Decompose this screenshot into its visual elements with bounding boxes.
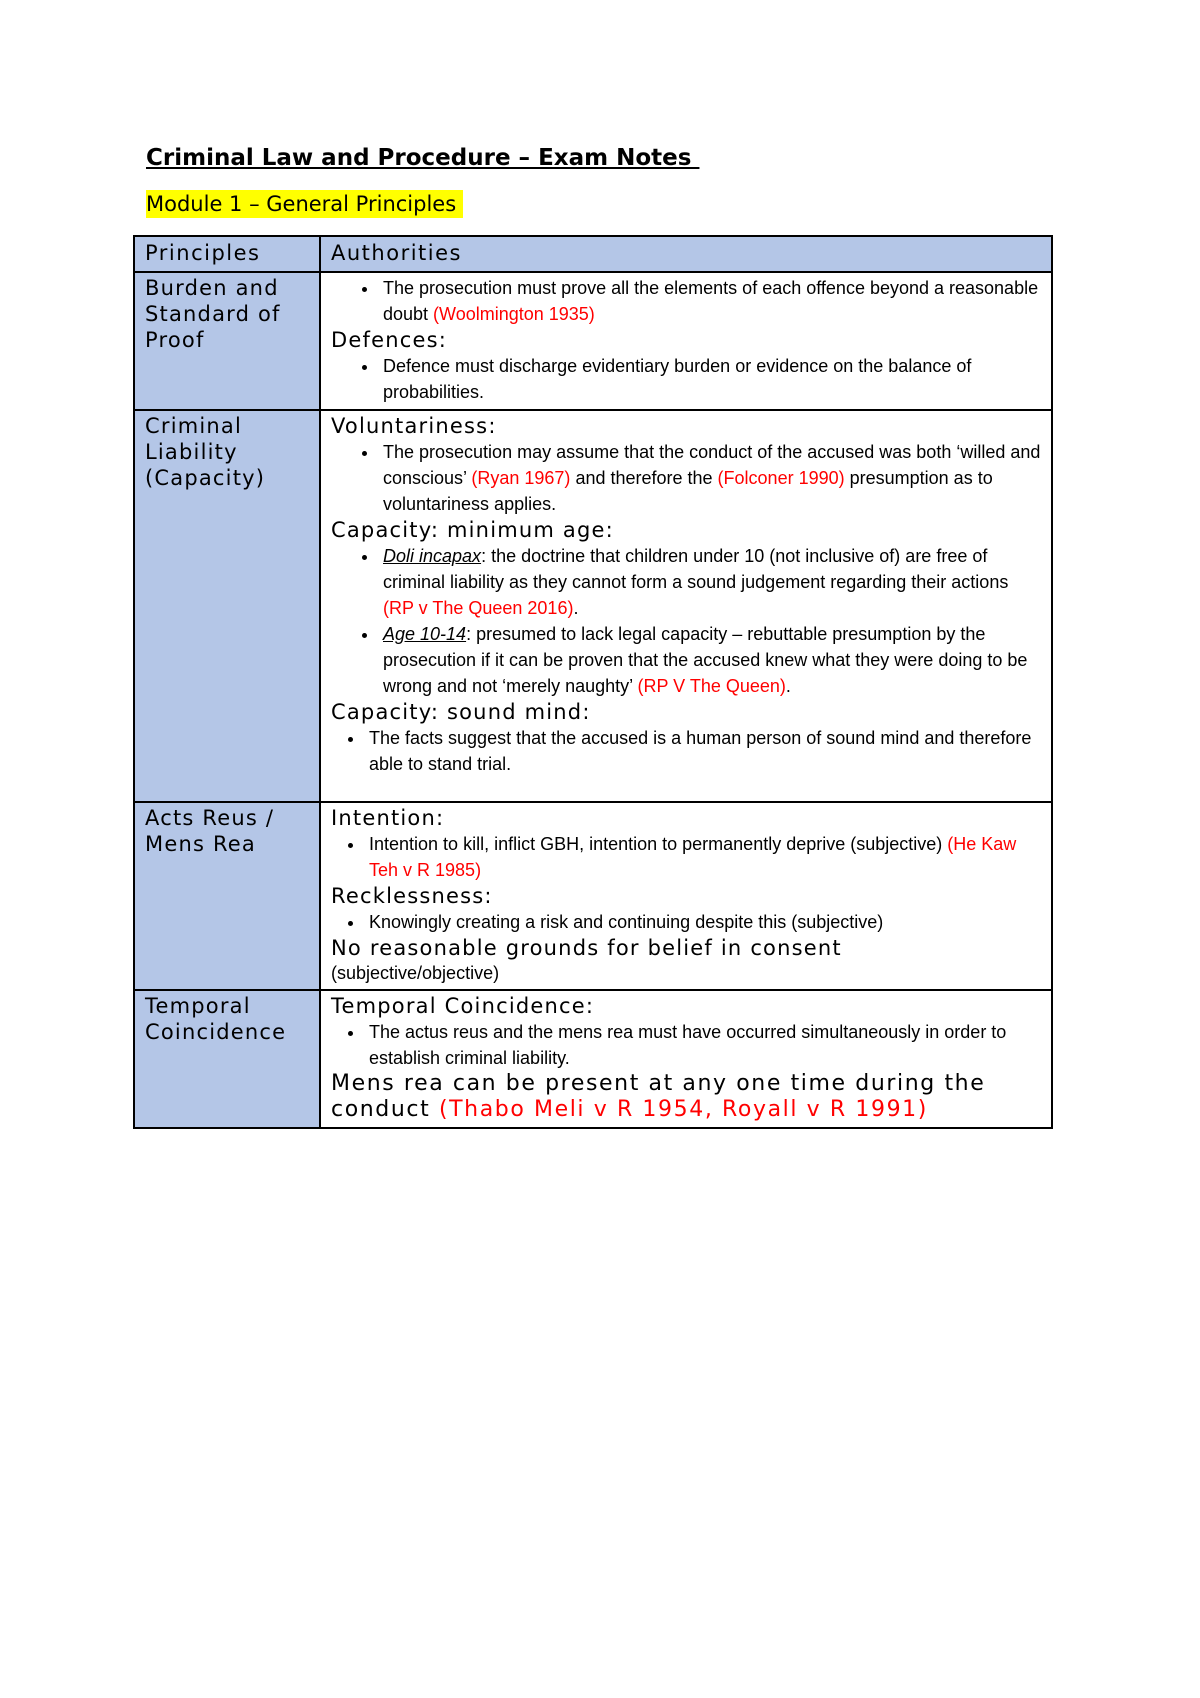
header-principles: Principles — [134, 236, 320, 272]
bullet-list — [331, 909, 1041, 935]
case-citation: (Woolmington 1935) — [433, 304, 595, 324]
bullet-list — [331, 725, 1041, 777]
list-item: • The facts suggest that the accused is a human person of sound mind and therefore able to stand trial. — [365, 725, 1041, 777]
module-title: Module 1 – General Principles — [146, 192, 463, 216]
bullet-list — [331, 1019, 1041, 1071]
subheading: Recklessness: — [331, 884, 493, 908]
authority-text: Mens rea can be present at any one time during the conduct — [331, 1071, 986, 1122]
authorities-cell — [320, 410, 1052, 802]
table-row — [134, 802, 1052, 990]
authority-text: Intention to kill, inflict GBH, intention to permanently deprive (subjective) — [369, 834, 948, 854]
list-item — [379, 543, 1041, 621]
case-citation: (He Kaw Teh v R 1985) — [369, 834, 1017, 880]
document-title: Criminal Law and Procedure – Exam Notes — [146, 145, 700, 171]
list-item — [379, 621, 1041, 699]
case-citation: (Thabo Meli v R 1954, Royall v R 1991) — [438, 1097, 928, 1122]
principle-cell: Criminal Liability (Capacity) — [134, 410, 320, 802]
principle-cell: Burden and Standard of Proof — [134, 272, 320, 410]
case-citation: (RP v The Queen 2016) — [383, 598, 574, 618]
bullet-list — [331, 543, 1041, 699]
authority-text: presumption as to voluntariness applies. — [383, 468, 993, 514]
header-authorities: Authorities — [320, 236, 1052, 272]
bullet-list — [331, 353, 1041, 405]
bullet-list — [331, 831, 1041, 883]
term: Doli incapax — [383, 546, 482, 566]
authorities-cell — [320, 272, 1052, 410]
bullet-list — [331, 275, 1041, 327]
case-citation: (RP V The Queen) — [637, 676, 786, 696]
subheading: Defences: — [331, 328, 447, 352]
table-row — [134, 410, 1052, 802]
list-item: • Knowingly creating a risk and continuing despite this (subjective) — [365, 909, 1041, 935]
case-citation: (Ryan 1967) — [471, 468, 571, 488]
list-item — [365, 831, 1041, 883]
list-item — [379, 439, 1041, 517]
subheading: Voluntariness: — [331, 414, 497, 438]
principle-cell: Acts Reus / Mens Rea — [134, 802, 320, 990]
subheading: Temporal Coincidence: — [331, 994, 595, 1018]
bullet-list — [331, 439, 1041, 517]
principles-table — [133, 235, 1053, 1129]
list-item — [379, 275, 1041, 327]
authority-text: : presumed to lack legal capacity – rebuttable presumption by the prosecution if it can be proven that the accused knew what they were doing to be wrong and not ‘merely naughty’ — [383, 624, 1028, 696]
authority-text: The prosecution may assume that the conduct of the accused was both ‘willed and conscious’ — [383, 442, 1041, 488]
authority-text: : the doctrine that children under 10 (not inclusive of) are free of criminal liability as they cannot form a sound judgement regarding their actions — [383, 546, 1009, 592]
list-item: • Defence must discharge evidentiary burden or evidence on the balance of probabilities. — [379, 353, 1041, 405]
authority-text: (subjective/objective) — [331, 963, 500, 983]
authorities-cell — [320, 990, 1052, 1128]
punctuation: . — [573, 598, 579, 618]
table-row — [134, 272, 1052, 410]
authority-text: and therefore the — [570, 468, 718, 488]
subheading: Capacity: minimum age: — [331, 518, 614, 542]
table-row — [134, 990, 1052, 1128]
subheading: Intention: — [331, 806, 445, 830]
punctuation: . — [785, 676, 791, 696]
spacer — [331, 777, 1041, 797]
authorities-cell — [320, 802, 1052, 990]
principle-cell: Temporal Coincidence — [134, 990, 320, 1128]
subheading: No reasonable grounds for belief in consent — [331, 936, 842, 960]
subheading: Capacity: sound mind: — [331, 700, 591, 724]
term: Age 10-14 — [383, 624, 467, 644]
subheading — [331, 1071, 1041, 1123]
table-header-row — [134, 236, 1052, 272]
authority-text: The prosecution must prove all the elements of each offence beyond a reasonable doubt — [383, 278, 1039, 324]
case-citation: (Folconer 1990) — [717, 468, 845, 488]
list-item: • The actus reus and the mens rea must have occurred simultaneously in order to establish criminal liability. — [365, 1019, 1041, 1071]
